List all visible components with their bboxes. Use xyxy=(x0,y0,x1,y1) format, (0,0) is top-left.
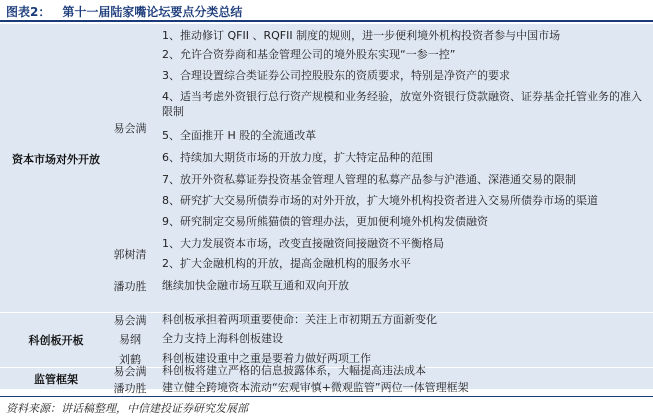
list-item: 6、持续加大期货市场的开放力度，扩大特定品种的范围 xyxy=(162,151,433,164)
person-label: 易会满 xyxy=(113,314,147,327)
person-label: 郭树清 xyxy=(113,248,147,261)
person-label: 易会满 xyxy=(113,122,147,135)
category-label: 科创板开板 xyxy=(28,334,84,347)
list-item: 2、允许合资券商和基金管理公司的境外股东实现“一参一控” xyxy=(162,48,456,61)
person-label: 潘功胜 xyxy=(113,280,147,293)
source-note: 资料来源：讲话稿整理，中信建投证券研究发展部 xyxy=(6,402,248,415)
footer-divider xyxy=(0,396,653,397)
list-item: 5、全面推开 H 股的全流通改革 xyxy=(162,129,317,142)
list-item: 3、合理设置综合类证券公司控股股东的资质要求，特别是净资产的要求 xyxy=(162,69,510,82)
list-item: 科创板承担着两项重要使命：关注上市初期五方面新变化 xyxy=(162,313,437,326)
person-label: 刘鹤 xyxy=(119,353,141,366)
list-item: 1、推动修订 QFII 、RQFII 制度的规则，进一步便利境外机构投资者参与中国市场 xyxy=(162,29,561,42)
person-label: 潘功胜 xyxy=(113,382,147,395)
list-item: 继续加快金融市场互联互通和双向开放 xyxy=(162,279,349,292)
list-item: 建立健全跨境资本流动“宏观审慎+微观监管”两位一体管理框架 xyxy=(162,381,469,394)
person-label: 易纲 xyxy=(119,333,141,346)
list-item: 科创板将建立严格的信息披露体系，大幅提高违法成本 xyxy=(162,364,426,377)
summary-table xyxy=(0,24,653,389)
category-label: 监管框架 xyxy=(34,373,78,386)
list-item: 1、大力发展资本市场，改变直接融资间接融资不平衡格局 xyxy=(162,237,444,250)
list-item: 2、扩大金融机构的开放，提高金融机构的服务水平 xyxy=(162,257,411,270)
section-capital-market-opening xyxy=(0,24,653,312)
list-item: 全力支持上海科创板建设 xyxy=(162,332,283,345)
list-item: 科创板建设重中之重是要着力做好两项工作 xyxy=(162,352,371,365)
section-star-market xyxy=(0,312,653,367)
list-item: 8、研究扩大交易所债券市场的对外开放，扩大境外机构投资者进入交易所债券市场的渠道 xyxy=(162,194,598,207)
figure-label: 图表2： xyxy=(6,4,51,19)
list-item: 4、适当考虑外资银行总行资产规模和业务经验，放宽外资银行贷款融资、证券基金托管业务的准入限制 xyxy=(162,90,642,118)
category-label: 资本市场对外开放 xyxy=(12,153,100,166)
title-divider xyxy=(0,20,653,22)
list-item: 9、研究制定交易所熊猫债的管理办法，更加便利境外机构发债融资 xyxy=(162,215,488,228)
list-item: 7、放开外资私募证券投资基金管理人管理的私募产品参与沪港通、深港通交易的限制 xyxy=(162,173,576,186)
figure-title xyxy=(6,2,242,20)
figure-title-text: 第十一届陆家嘴论坛要点分类总结 xyxy=(62,4,243,19)
person-label: 易会满 xyxy=(113,365,147,378)
